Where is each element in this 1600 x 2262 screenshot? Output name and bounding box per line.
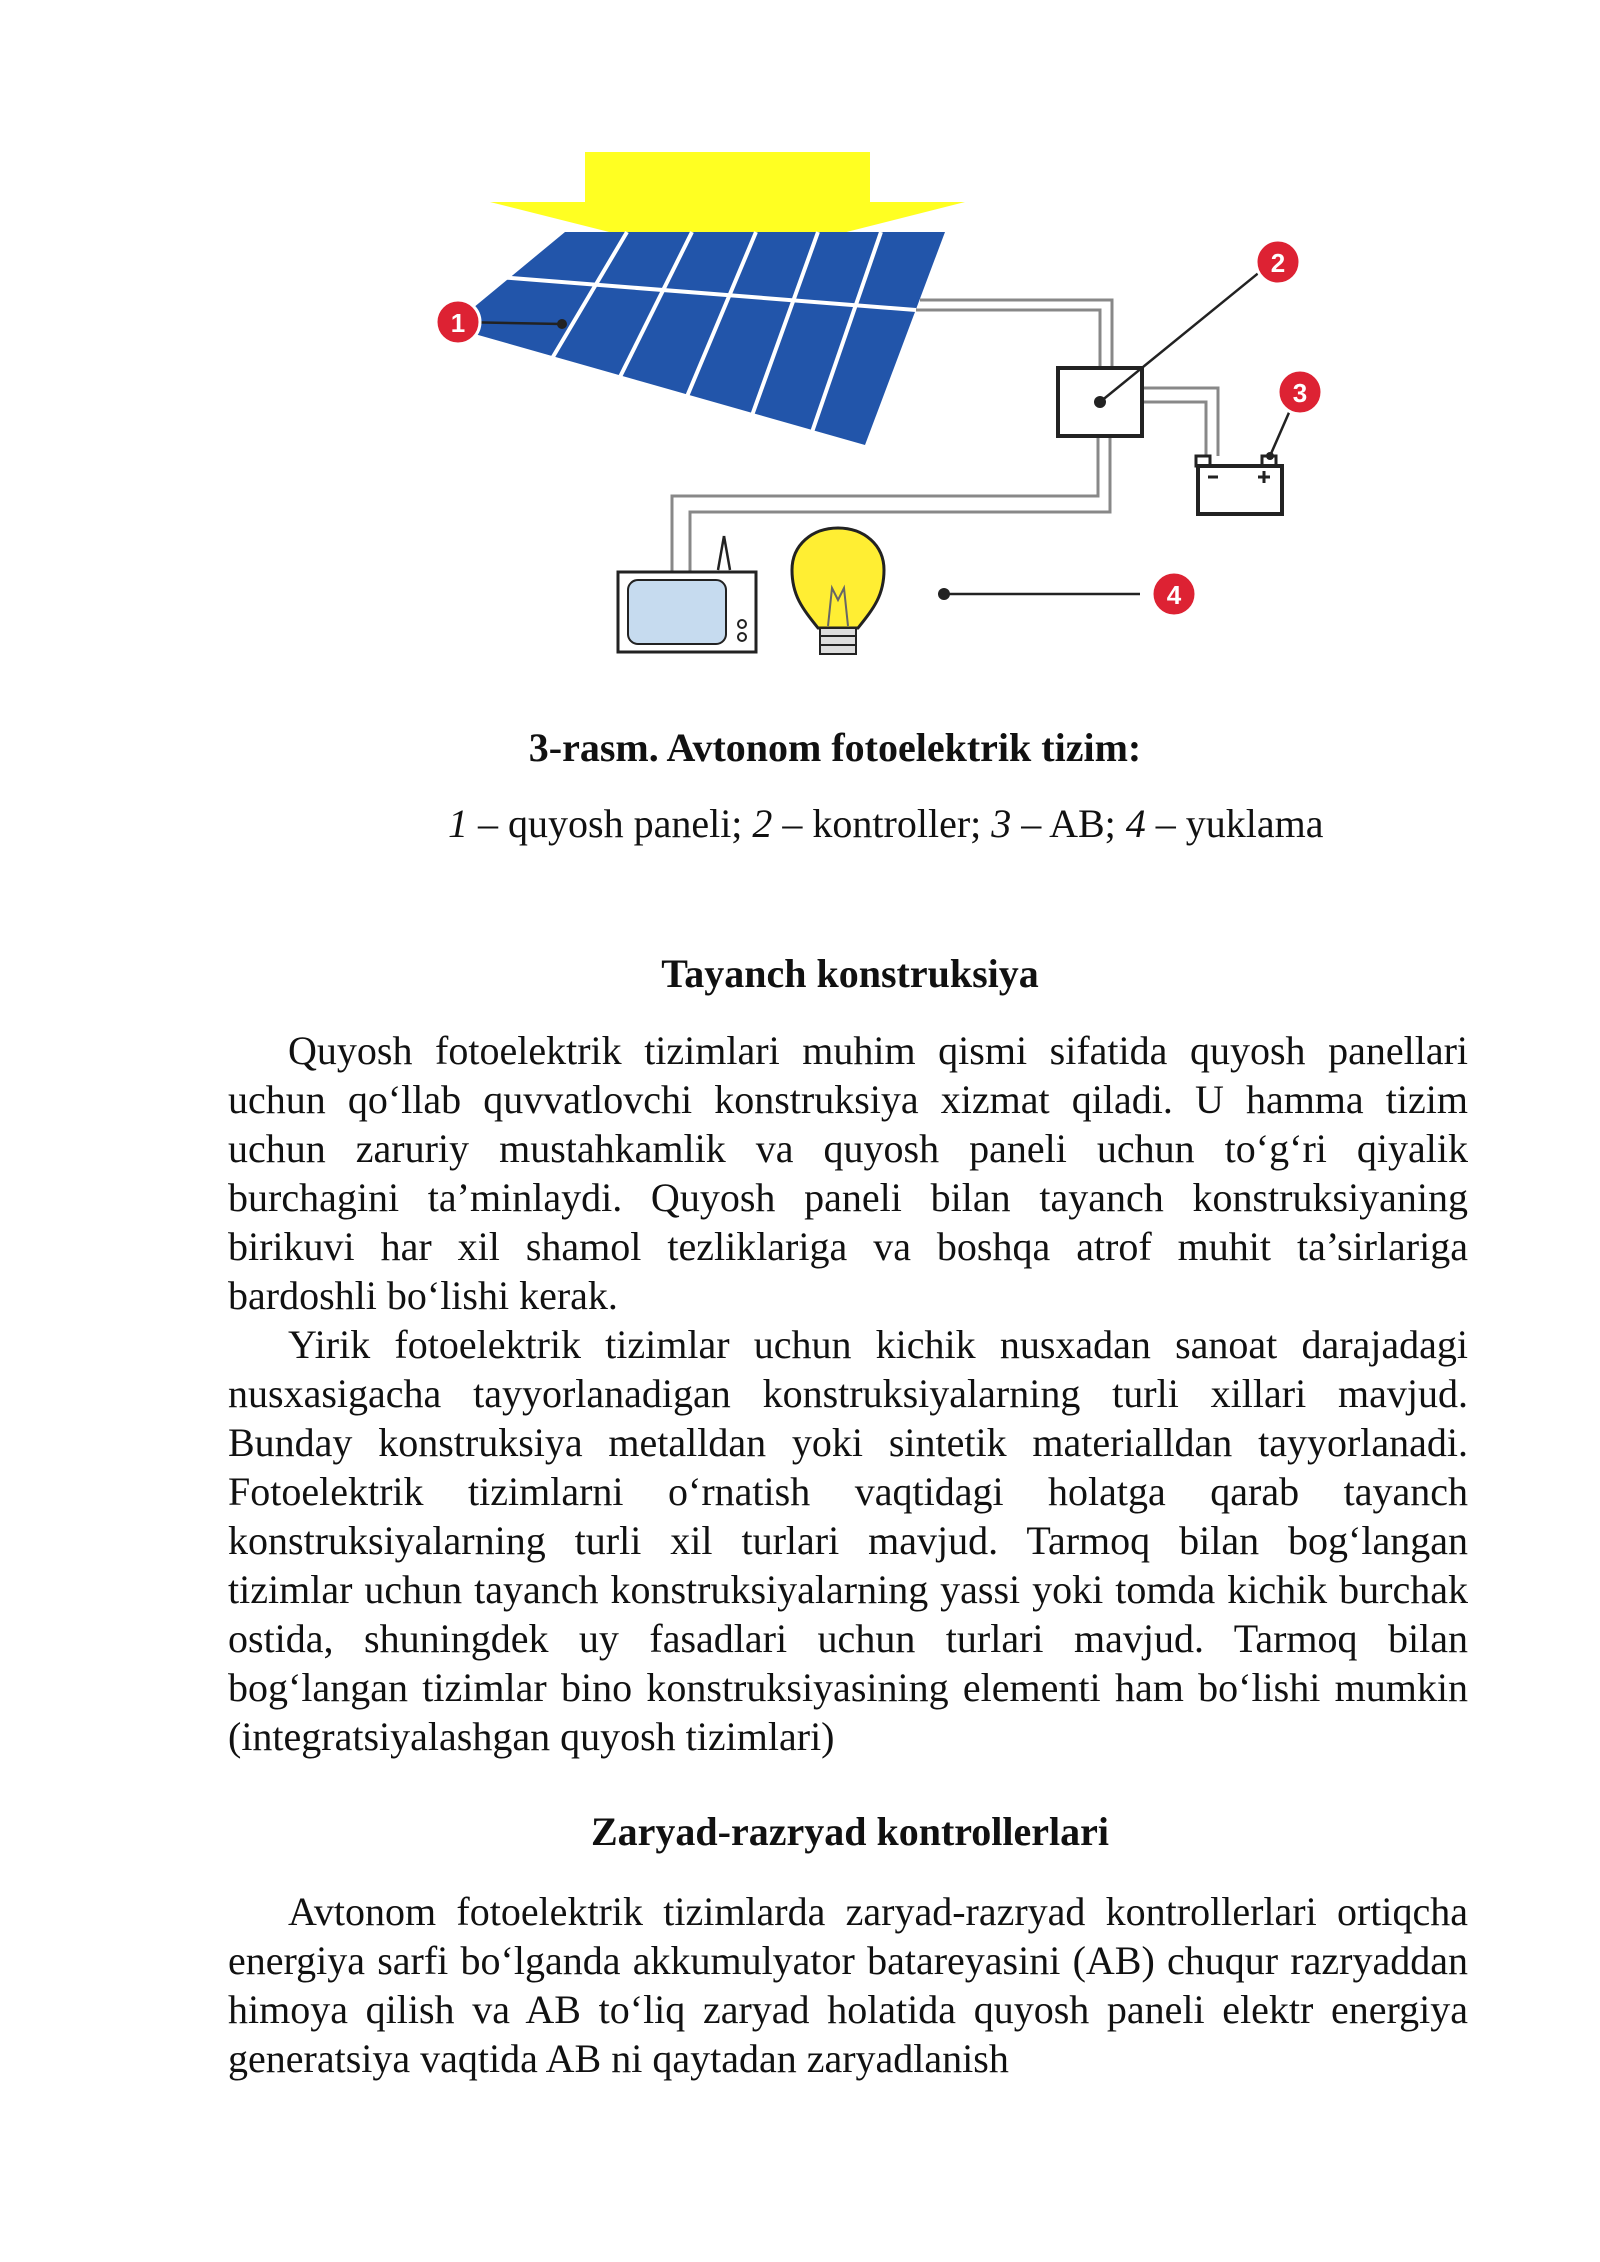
legend-text: – quyosh paneli; (468, 801, 753, 846)
solar-panel (450, 232, 945, 445)
section-paragraph: Quyosh fotoelektrik tizimlari muhim qismi sifatida quyosh panellari uchun qo‘llab quvvatlovchi konstruksiya xizmat qiladi. U hamma tizim uchun zaruriy mustahkamlik va quyosh paneli uchun to‘g‘ri qiyalik burchagini ta’minlaydi. Quyosh paneli bilan tayanch konstruksiyaning birikuvi har xil shamol tezliklariga va boshqa atrof muhit ta’sirlariga bardoshli bo‘lishi kerak. (228, 1028, 1468, 1318)
leader-dot (938, 588, 950, 600)
figure-caption-legend (448, 800, 1324, 847)
light-bulb-icon (792, 528, 884, 654)
legend-num: 2 (752, 801, 773, 846)
legend-text: – kontroller; (772, 801, 992, 846)
legend-text: – AB; (1011, 801, 1126, 846)
marker-2-label: 2 (1270, 248, 1286, 278)
section-paragraph: Yirik fotoelektrik tizimlar uchun kichik nusxadan sanoat darajadagi nusxasigacha tayyorlanadigan konstruksiyalarning turli xillari mavjud. Bunday konstruksiya metalldan yoki sintetik materialldan tayyorlanadi. Fotoelektrik tizimlarni o‘rnatish vaqtidagi holatga qarab tayanch konstruksiyalarning turli xil turlari mavjud. Tarmoq bilan bog‘langan tizimlar uchun tayanch konstruksiyalarning yassi yoki tomda kichik burchak ostida, shuningdek uy fasadlari uchun turlari mavjud. Tarmoq bilan bog‘langan tizimlar bino konstruksiyasining elementi ham bo‘lishi mumkin (integratsiyalashgan quyosh tizimlari) (228, 1322, 1468, 1759)
marker-2 (1256, 240, 1300, 284)
section-paragraph: Avtonom fotoelektrik tizimlarda zaryad-razryad kontrollerlari ortiqcha energiya sarfi bo‘lganda akkumulyator batareyasini (AB) chuqur razryaddan himoya qilish va AB to‘liq zaryad holatida quyosh paneli elektr energiya generatsiya vaqtida AB ni qaytadan zaryadlanish (228, 1889, 1468, 2081)
marker-3-label: 3 (1292, 378, 1308, 408)
legend-num: 4 (1125, 801, 1146, 846)
marker-1-label: 1 (450, 308, 466, 338)
diagram-svg (420, 140, 1360, 680)
legend-num: 3 (991, 801, 1012, 846)
leader-dot (557, 319, 567, 329)
figure-caption-title: 3-rasm. Avtonom fotoelektrik tizim: (528, 725, 1142, 770)
legend-text: – yuklama (1145, 801, 1324, 846)
marker-4 (1152, 572, 1196, 616)
leader-dot (1266, 452, 1274, 460)
tv-icon (618, 536, 756, 652)
marker-3 (1278, 370, 1322, 414)
section-heading: Tayanch konstruksiya (661, 951, 1039, 996)
battery (1196, 456, 1282, 514)
solar-system-diagram (420, 140, 1360, 680)
marker-4-label: 4 (1166, 580, 1182, 610)
marker-1 (436, 300, 480, 344)
leader-dot (1094, 396, 1106, 408)
legend-num: 1 (448, 801, 468, 846)
section-heading: Zaryad-razryad kontrollerlari (590, 1809, 1110, 1854)
